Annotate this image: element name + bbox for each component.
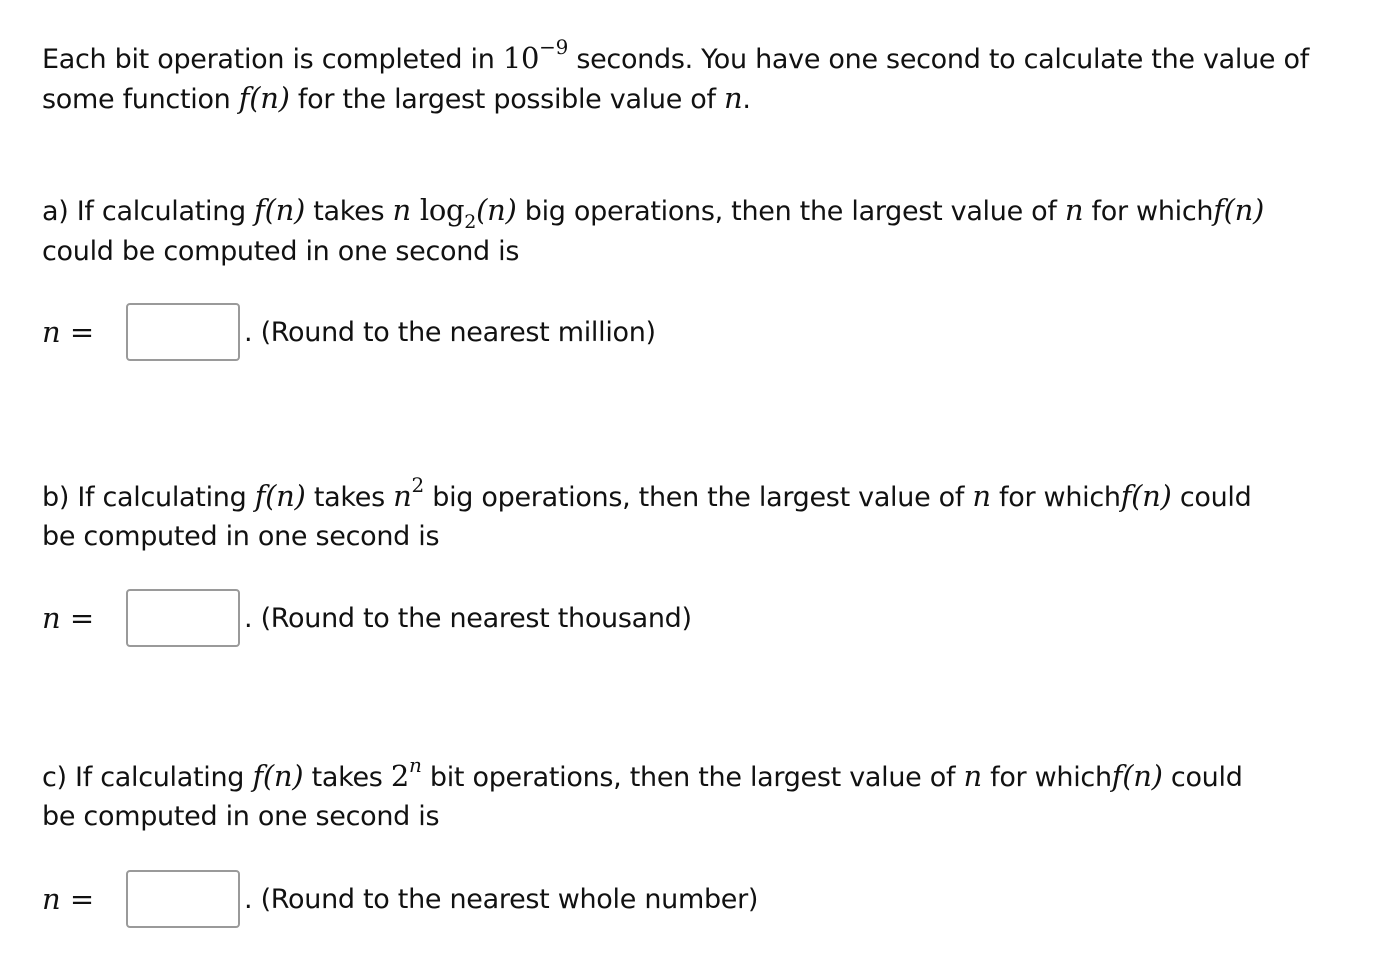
function-symbol: f(n) <box>1111 759 1163 793</box>
expr-log-base: 2 <box>464 211 477 233</box>
part-a-takes: takes <box>304 196 393 227</box>
expr-base: n <box>393 479 412 513</box>
equals-sign: = <box>60 882 95 916</box>
intro-text-3: some function <box>42 84 239 115</box>
function-symbol: f(n) <box>252 759 304 793</box>
part-c-tail: could <box>1162 762 1243 793</box>
part-a-answer-input[interactable] <box>126 303 240 361</box>
expr-n: n <box>392 193 411 227</box>
part-a-line-1 <box>42 192 1264 233</box>
intro-text-4: for the largest possible value of <box>289 84 725 115</box>
n-equals-label <box>42 315 126 349</box>
expr-log-arg: (n) <box>476 193 517 227</box>
n-symbol: n <box>963 759 982 793</box>
equals-sign: = <box>60 315 95 349</box>
intro-line-2 <box>42 80 1309 118</box>
ten-base: 10 <box>502 41 540 75</box>
part-c-takes: takes <box>303 762 391 793</box>
function-symbol: f(n) <box>238 81 290 115</box>
expr-exponent: n <box>409 753 422 777</box>
part-c-answer-row <box>42 870 758 928</box>
n-equals-label <box>42 882 126 916</box>
part-b-takes: takes <box>305 482 394 513</box>
expr-exponent: 2 <box>411 473 424 497</box>
function-symbol: f(n) <box>1120 479 1172 513</box>
part-a-for-which: for which <box>1083 196 1214 227</box>
n-symbol: n <box>1064 193 1084 227</box>
function-symbol: f(n) <box>1213 193 1265 227</box>
part-b-tail: could <box>1171 482 1252 513</box>
part-c-line-1 <box>42 753 1243 798</box>
part-b-answer-input[interactable] <box>126 589 240 647</box>
part-a-prompt <box>42 192 1264 270</box>
part-b-line-2-text: be computed in one second is <box>42 521 440 552</box>
intro-text-1: Each bit operation is completed in <box>42 44 503 75</box>
part-b-prompt <box>42 473 1252 555</box>
part-b-line-2 <box>42 518 1251 555</box>
part-c-rounding-hint: . (Round to the nearest whole number) <box>244 883 759 915</box>
part-c-ops: bit operations, then the largest value of <box>421 762 964 793</box>
n-label: n <box>42 601 61 635</box>
part-b-rounding-hint: . (Round to the nearest thousand) <box>244 602 692 634</box>
part-c-prompt <box>42 753 1243 835</box>
part-c-for-which: for which <box>981 762 1112 793</box>
part-c-answer-input[interactable] <box>126 870 240 928</box>
part-b-answer-row <box>42 589 692 647</box>
part-a-answer-row <box>42 303 656 361</box>
part-c-lead: c) If calculating <box>42 762 253 793</box>
n-symbol: n <box>724 81 743 115</box>
function-symbol: f(n) <box>254 193 305 227</box>
part-a-line-2 <box>42 233 1264 270</box>
equals-sign: = <box>60 601 95 635</box>
n-label: n <box>42 315 61 349</box>
intro-text <box>42 35 1309 118</box>
part-a-line-2-text: could be computed in one second is <box>42 236 520 267</box>
part-c-line-2 <box>42 798 1243 835</box>
part-b-for-which: for which <box>990 482 1121 513</box>
expr-log: log <box>410 193 465 227</box>
intro-period: . <box>742 84 751 115</box>
part-b-ops: big operations, then the largest value of <box>423 482 973 513</box>
intro-line-1 <box>42 35 1309 80</box>
part-a-lead: a) If calculating <box>42 196 255 227</box>
expr-base: 2 <box>390 759 409 793</box>
intro-text-2: seconds. You have one second to calculate the value of <box>568 44 1309 75</box>
part-a-rounding-hint: . (Round to the nearest million) <box>244 316 656 348</box>
ten-exponent: −9 <box>539 35 569 59</box>
part-a-ops: big operations, then the largest value of <box>516 196 1065 227</box>
n-symbol: n <box>972 479 991 513</box>
part-b-line-1 <box>42 473 1252 518</box>
n-label: n <box>42 882 61 916</box>
part-c-line-2-text: be computed in one second is <box>42 801 440 832</box>
function-symbol: f(n) <box>254 479 306 513</box>
part-b-lead: b) If calculating <box>42 482 255 513</box>
n-equals-label <box>42 601 126 635</box>
